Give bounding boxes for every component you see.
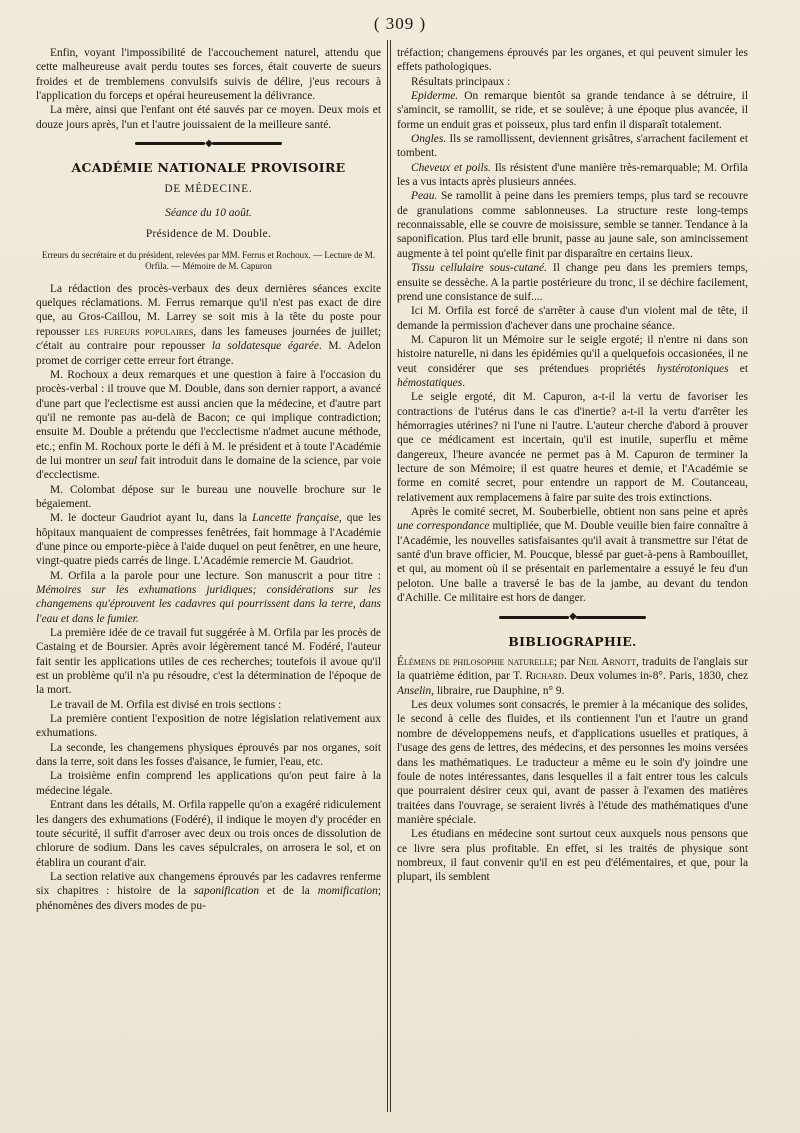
session-summary: Erreurs du secrétaire et du président, relevées par MM. Ferrus et Rochoux. — Lecture de M. Orfila. — Mémoire de M. Capuron	[41, 249, 376, 271]
paragraph: M. le docteur Gaudriot ayant lu, dans la Lancette française, que les hôpitaux manquaient de compresses fenêtrées, fait hommage à l'Académie d'une pince ou emporte-pièce à l'aide duquel on peut fenêtrer, en une heure, vingt-quatre pieds carrés de linge. L'Académie remercie M. Gaudriot.	[36, 512, 381, 568]
left-column	[36, 46, 381, 913]
column-divider	[387, 40, 388, 1112]
paragraph: Le seigle ergoté, dit M. Capuron, a-t-il la vertu de favoriser les contractions de l'utérus dans le cas d'inertie? a-t-il la vertu d'arrêter les hémorragies utérines? ni l'une ni l'autre. L'auteur cherche d'abord à prouver que ce médicament est incertain, qu'il est inutile, superflu et même dangereux, l'heure avancée ne permet pas à M. Capuron de terminer la lecture de son Mémoire; il est quatre heures et demie, et l'Académie se forme en comité secret, pour entendre un rapport de M. Coutanceau, relativement aux remplacemens à faire par suite des trois extinctions.	[397, 391, 748, 504]
paragraph: Le travail de M. Orfila est divisé en trois sections :	[50, 698, 282, 711]
paragraph: La première contient l'exposition de notre législation relativement aux exhumations.	[36, 713, 381, 740]
paragraph: Enfin, voyant l'impossibilité de l'accouchement naturel, attendu que cette malheureuse avait perdu toutes ses forces, était couverte de sueurs froides et de tremblemens convulsifs suivis de délire, j'eus recours à l'application du forceps et opérai heureusement la délivrance.	[36, 47, 381, 103]
paragraph: Cheveux et poils. Ils résistent d'une manière très-remarquable; M. Orfila les a vus intacts après plusieurs années.	[397, 161, 748, 189]
paragraph: Les étudians en médecine sont surtout ceux auxquels nous pensons que ce livre sera plus profitable. En effet, si les traités de physique sont nombreux, il faut convenir qu'il en est peu d'élémentaires, et que, pour la plupart, ils semblent	[397, 828, 748, 884]
paragraph: Tissu cellulaire sous-cutané. Il change peu dans les premiers temps, ensuite se dessèche. A la partie postérieure du tronc, il se déchire facilement, prend une consistance de suif....	[397, 262, 748, 303]
page-number: ( 309 )	[373, 14, 427, 33]
paragraph: La troisième enfin comprend les applications qu'on peut faire à la médecine légale.	[36, 770, 381, 797]
right-column	[397, 46, 748, 885]
presidence: Présidence de M. Double.	[145, 228, 272, 241]
paragraph: La section relative aux changemens éprouvés par les cadavres renferme six chapitres : histoire de la saponification et de la momification; phénomènes des divers modes de pu-	[36, 870, 381, 912]
paragraph: La rédaction des procès-verbaux des deux dernières séances excite quelques réclamations. M. Ferrus remarque qu'il n'est pas exact de dire que, au Gros-Caillou, M. Larrey se soit mis à la tête du poste pour repousser les fureurs populaires, dans les fameuses journées de juillet; c'était au contraire pour repousser la soldatesque égarée. M. Adelon promet de corriger cette erreur fort étrange.	[36, 282, 382, 367]
paragraph: Ongles. Ils se ramollissent, deviennent grisâtres, s'arrachent facilement et tombent.	[397, 133, 748, 160]
book-reference: Élémens de philosophie naturelle; par Neil Arnott, traduits de l'anglais sur la quatrième édition, par T. Richard. Deux volumes in-8°. Paris, 1830, chez Anselin, libraire, rue Dauphine, n° 9.	[397, 656, 749, 697]
section-ornament: ◆	[36, 137, 381, 151]
paragraph: La première idée de ce travail fut suggérée à M. Orfila par les procès de Castaing et de Boursier. Après avoir légèrement tancé M. Fodéré, l'auteur fait sentir les applications utiles de ces recherches; toutefois il avoue qu'il est un problème qu'il n'a pu résoudre, c'est la détermination de l'époque de la mort.	[36, 627, 381, 697]
paragraph: Entrant dans les détails, M. Orfila rappelle qu'on a exagéré ridiculement les dangers des exhumations (Fodéré), il indique le moyen d'y procéder en toute sécurité, il suffit d'arroser avec deux ou trois onces de dissolution de chlorure de sodium. Dans les caves sépulcrales, on arrosera le sol, et on établira un courant d'air.	[36, 799, 381, 869]
paragraph: La mère, ainsi que l'enfant ont été sauvés par ce moyen. Deux mois et douze jours après, l'un et l'autre jouissaient de la meilleure santé.	[36, 104, 381, 131]
paragraph: tréfaction; changemens éprouvés par les organes, et qui peuvent simuler les effets pathologiques.	[397, 47, 748, 74]
paragraph: M. Colombat dépose sur le bureau une nouvelle brochure sur le bégaiement.	[36, 483, 381, 510]
paragraph: M. Capuron lit un Mémoire sur le seigle ergoté; il n'entre ni dans son histoire naturelle, ni dans les épidémies qu'il a quelquefois occasionées, il ne veut considérer que ses prétendues propriétés hystérotoniques et hémostatiques.	[397, 333, 749, 389]
paragraph: La seconde, les changemens physiques éprouvés par nos organes, soit dans la terre, soit dans les fosses d'aisance, le fumier, l'eau, etc.	[36, 741, 381, 769]
section-ornament: ◆	[397, 610, 748, 624]
paragraph: M. Rochoux a deux remarques et une question à faire à l'occasion du procès-verbal : il trouve que M. Double, dans son dernier rapport, a avancé d'une part que l'eclectisme est aussi ancien que la médecine, et d'autre part qu'il ne remonte pas au-delà de Bacon; ce qui implique contradiction; ensuite M. Double a prétendu que l'ecclectisme n'admet aucune méthode, etc.; enfin M. Rochoux porte le défi à M. le président et à toute l'Académie de lui montrer un seul fait introduit dans le domaine de la science, par voie d'ecclectisme.	[36, 368, 381, 482]
column-divider-double	[390, 40, 391, 1112]
paragraph: Après le comité secret, M. Souberbielle, obtient non sans peine et après une correspondance multipliée, que M. Double veuille bien faire connaître à l'Académie, les nouvelles satisfaisantes qu'il avait à transmettre sur l'état de santé d'un brave officier, M. Poucque, blessé par guet-à-pens à Rambouillet, et qui, au moment où il se présentait en parlementaire a essuyé le feu d'un peloton. Une balle a traversé le bas de la jambe, au devant du tendon d'Achille. Ce militaire est hors de danger.	[397, 506, 748, 605]
paragraph: Ici M. Orfila est forcé de s'arrêter à cause d'un violent mal de tête, il demande la permission d'achever dans une prochaine séance.	[397, 305, 748, 332]
academie-subtitle: DE MÉDECINE.	[164, 182, 253, 195]
bibliographie-title: BIBLIOGRAPHIE.	[508, 633, 637, 649]
paragraph: Peau. Se ramollit à peine dans les premiers temps, plus tard se recouvre de granulations comme sablonneuses. La structure reste long-temps reconnaissable, elle se couvre de moisissure, semble se tanner. Tendance à la saponification. Plus tard elle brunit, passe au jaune sale, son amincissement augmente à tel point qu'elle finit par disparaître en certains lieux.	[397, 190, 748, 260]
seance-date: Séance du 10 août.	[165, 207, 252, 220]
paragraph: Les deux volumes sont consacrés, le premier à la mécanique des solides, le second à celle des fluides, et ils contiennent l'un et l'autre un grand nombre de développemens neufs, et d'applications usuelles et pratiques, à l'usage des gens de lettres, des médecins, et des personnes les moins versées dans les mathématiques. Le traducteur a même eu le soin d'y joindre une foule de notes intéressantes, dans lesquelles il a fait entrer tous les calculs que pourraient désirer ceux qui, avant de passer à l'examen des matières traitées dans l'ouvrage, se seraient livrés à l'étude des mathématiques d'une manière spéciale.	[397, 699, 748, 826]
paragraph: Epiderme. On remarque bientôt sa grande tendance à se détruire, il s'amincit, se ramollit, se ride, et se soulève; à une époque plus avancée, il forme un enduit gras et poisseux, plus tard enfin il disparaît totalement.	[397, 90, 748, 131]
paragraph: M. Orfila a la parole pour une lecture. Son manuscrit a pour titre : Mémoires sur les exhumations juridiques; considérations sur les changemens qu'éprouvent les cadavres qui pourrissent dans la terre, dans l'eau et dans le fumier.	[36, 569, 381, 625]
paragraph: Résultats principaux :	[411, 75, 511, 88]
academie-title: ACADÉMIE NATIONALE PROVISOIRE	[71, 160, 346, 176]
